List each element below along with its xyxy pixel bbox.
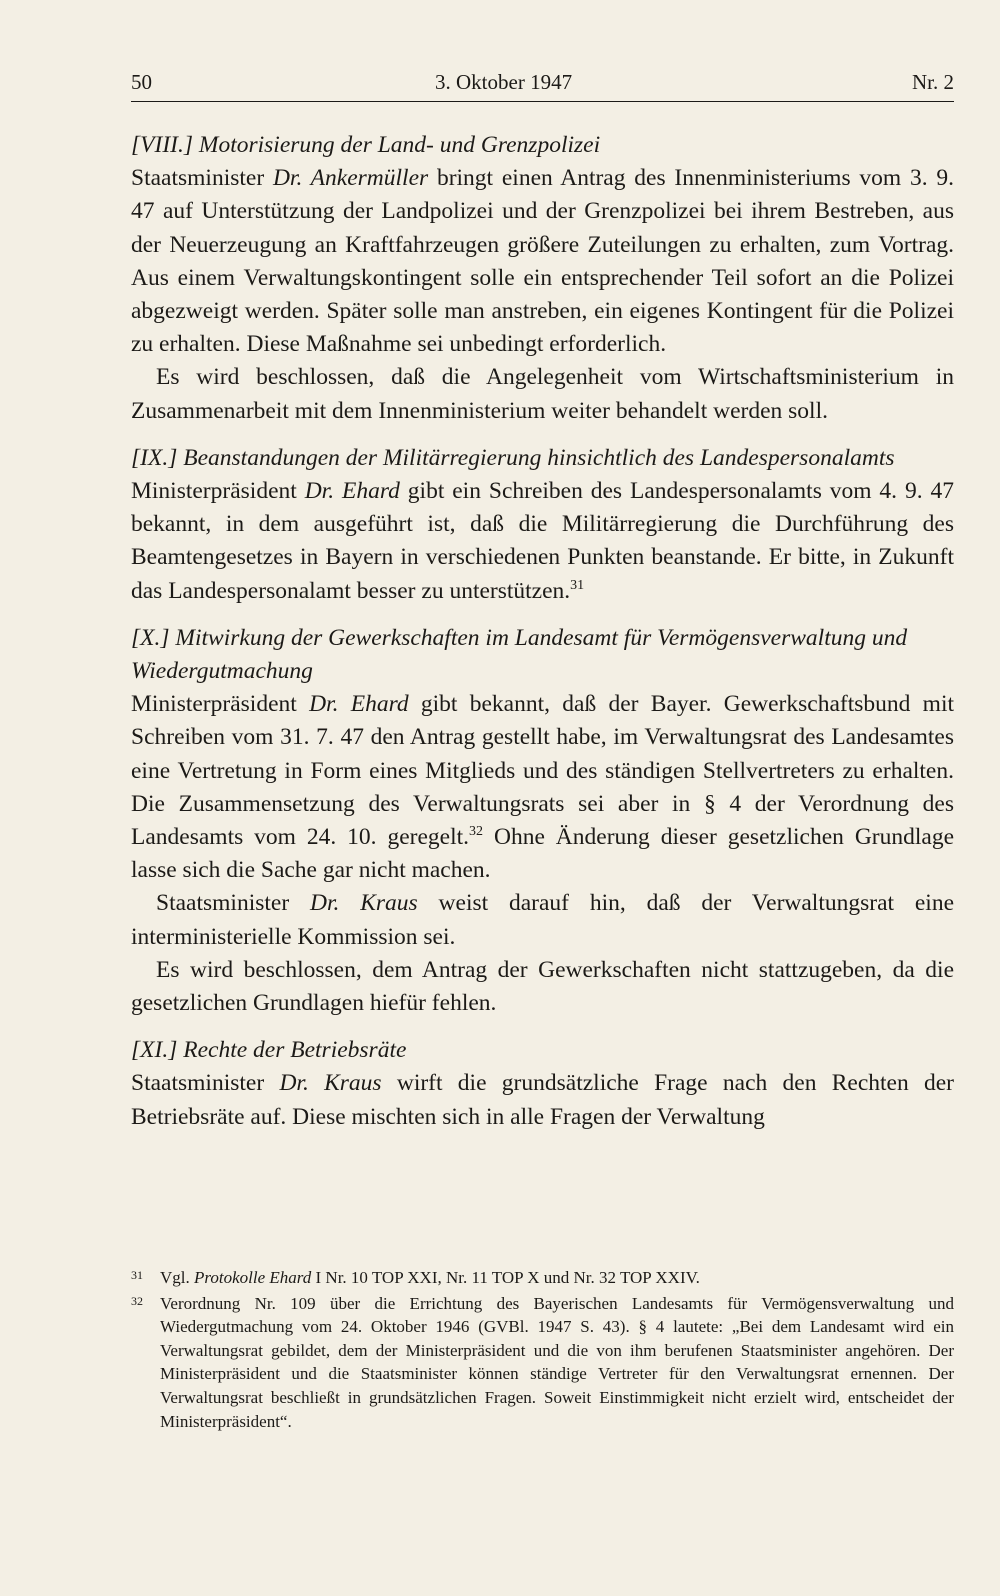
section-heading-xi — [131, 1034, 954, 1067]
running-header — [131, 70, 954, 104]
text-run: bringt einen Antrag des Innenministeriums vom 3. 9. 47 auf Unterstützung der Landpolizei und der Grenzpolizei bei ihrem Bestreben, aus der Neuerzeugung an Kraftfahrzeugen größere Zuteilungen zu erhalten, zum Vortrag. Aus einem Verwaltungskontingent solle ein entsprechender Teil sofort an die Polizei abgezweigt werden. Später solle man anstreben, ein eigenes Kontingent für die Polizei zu erhalten. Diese Maßnahme sei unbedingt erforderlich. — [131, 165, 954, 358]
text-run: gibt bekannt, daß der Bayer. Gewerkschaftsbund mit Schreiben vom 31. 7. 47 den Antrag gestellt habe, im Verwaltungsrat des Landesamtes eine Vertretung in Form eines Mitglieds und des ständigen Stellvertreters zu erhalten. Die Zusammensetzung des Verwaltungsrats sei aber in § 4 der Verordnung des Landesamts vom 24. 10. geregelt. — [131, 691, 954, 851]
decision-paragraph: Es wird beschlossen, dem Antrag der Gewerkschaften nicht stattzugeben, da die gesetzlichen Grundlagen hiefür fehlen. — [131, 956, 954, 1017]
person-name: Dr. Ankermüller — [272, 165, 429, 192]
text-run: Staatsminister — [131, 1070, 280, 1097]
section-title: Mitwirkung der Gewerkschaften im Landesamt für Vermögensverwaltung und Wiedergutmachung — [131, 624, 908, 685]
paragraph — [131, 688, 954, 887]
header-rule — [131, 101, 954, 102]
section-heading-viii — [131, 129, 954, 162]
text-run: I Nr. 10 TOP XXI, Nr. 11 TOP X und Nr. 32 TOP XXIV. — [311, 1268, 700, 1287]
person-name: Dr. Ehard — [304, 478, 400, 505]
section-heading-x — [131, 622, 954, 688]
text-run: Vgl. — [160, 1268, 194, 1287]
text-run: gibt ein Schreiben des Landespersonalamts vom 4. 9. 47 bekannt, in dem ausgeführt ist, daß die Militärregierung die Durchführung des Beamtengesetzes in Bayern in verschiedenen Punkten beanstande. Er bitte, in Zukunft das Landespersonalamt besser zu unterstützen. — [131, 478, 955, 604]
footnote-32 — [131, 1292, 954, 1434]
footnote-31 — [131, 1266, 954, 1290]
page-number: 50 — [131, 70, 152, 94]
person-name: Dr. Kraus — [310, 890, 418, 917]
paragraph — [131, 162, 954, 361]
text-run: weist darauf hin, daß der Verwaltungsrat eine interministerielle Kommission sei. — [131, 890, 955, 950]
text-run: Staatsminister — [131, 165, 273, 192]
decision-paragraph: Es wird beschlossen, daß die Angelegenheit vom Wirtschaftsministerium in Zusammenarbeit mit dem Innenministerium weiter behandelt werden soll. — [131, 364, 954, 424]
footnote-number: 32 — [131, 1293, 143, 1308]
paragraph — [131, 1067, 954, 1133]
section-number: [VIII.] — [131, 132, 193, 158]
section-title: Rechte der Betriebsräte — [183, 1037, 407, 1064]
main-text — [131, 129, 954, 1134]
footnotes — [131, 1266, 954, 1435]
person-name: Dr. Ehard — [309, 691, 409, 718]
footnote-number: 31 — [131, 1268, 143, 1282]
text-run: Staatsminister — [156, 890, 310, 917]
section-heading-ix — [131, 442, 954, 475]
text-run: Ministerpräsident — [131, 691, 310, 718]
header-date: 3. Oktober 1947 — [435, 70, 573, 94]
publication-title: Protokolle Ehard — [194, 1268, 312, 1287]
text-run: Ohne Änderung dieser gesetzlichen Grundlage lasse sich die Sache gar nicht machen. — [131, 824, 955, 884]
text-run: wirft die grundsätzliche Frage nach den Rechten der Betriebsräte auf. Diese mischten sich in alle Fragen der Verwaltung — [131, 1070, 955, 1130]
footnote-reference[interactable]: 31 — [570, 577, 585, 593]
footnote-text: Verordnung Nr. 109 über die Errichtung des Bayerischen Landesamts für Vermögensverwaltung und Wiedergutmachung vom 24. Oktober 1946 (GVBl. 1947 S. 43). § 4 lautete: „Bei dem Landesamt wird ein Verwaltungsrat gebildet, dem der Ministerpräsident und die von ihm berufenen Staatsminister angehören. Der Ministerpräsident und die Staatsminister können ständige Vertreter für den Verwaltungsrat ernennen. Der Verwaltungsrat beschließt in grundsätzlichen Fragen. Soweit Einstimmigkeit nicht erzielt wird, entscheidet der Ministerpräsident“. — [160, 1293, 954, 1431]
paragraph — [131, 887, 954, 953]
section-number: [X.] — [131, 624, 170, 651]
paragraph — [131, 475, 954, 608]
section-title: Motorisierung der Land- und Grenzpolizei — [198, 132, 601, 158]
header-document-number: Nr. 2 — [912, 70, 954, 94]
footnote-reference[interactable]: 32 — [469, 824, 484, 840]
person-name: Dr. Kraus — [279, 1070, 382, 1097]
section-title: Beanstandungen der Militärregierung hinsichtlich des Landespersonalamts — [183, 444, 895, 471]
section-number: [IX.] — [131, 444, 178, 471]
text-run: Ministerpräsident — [131, 478, 305, 505]
section-number: [XI.] — [131, 1037, 178, 1064]
